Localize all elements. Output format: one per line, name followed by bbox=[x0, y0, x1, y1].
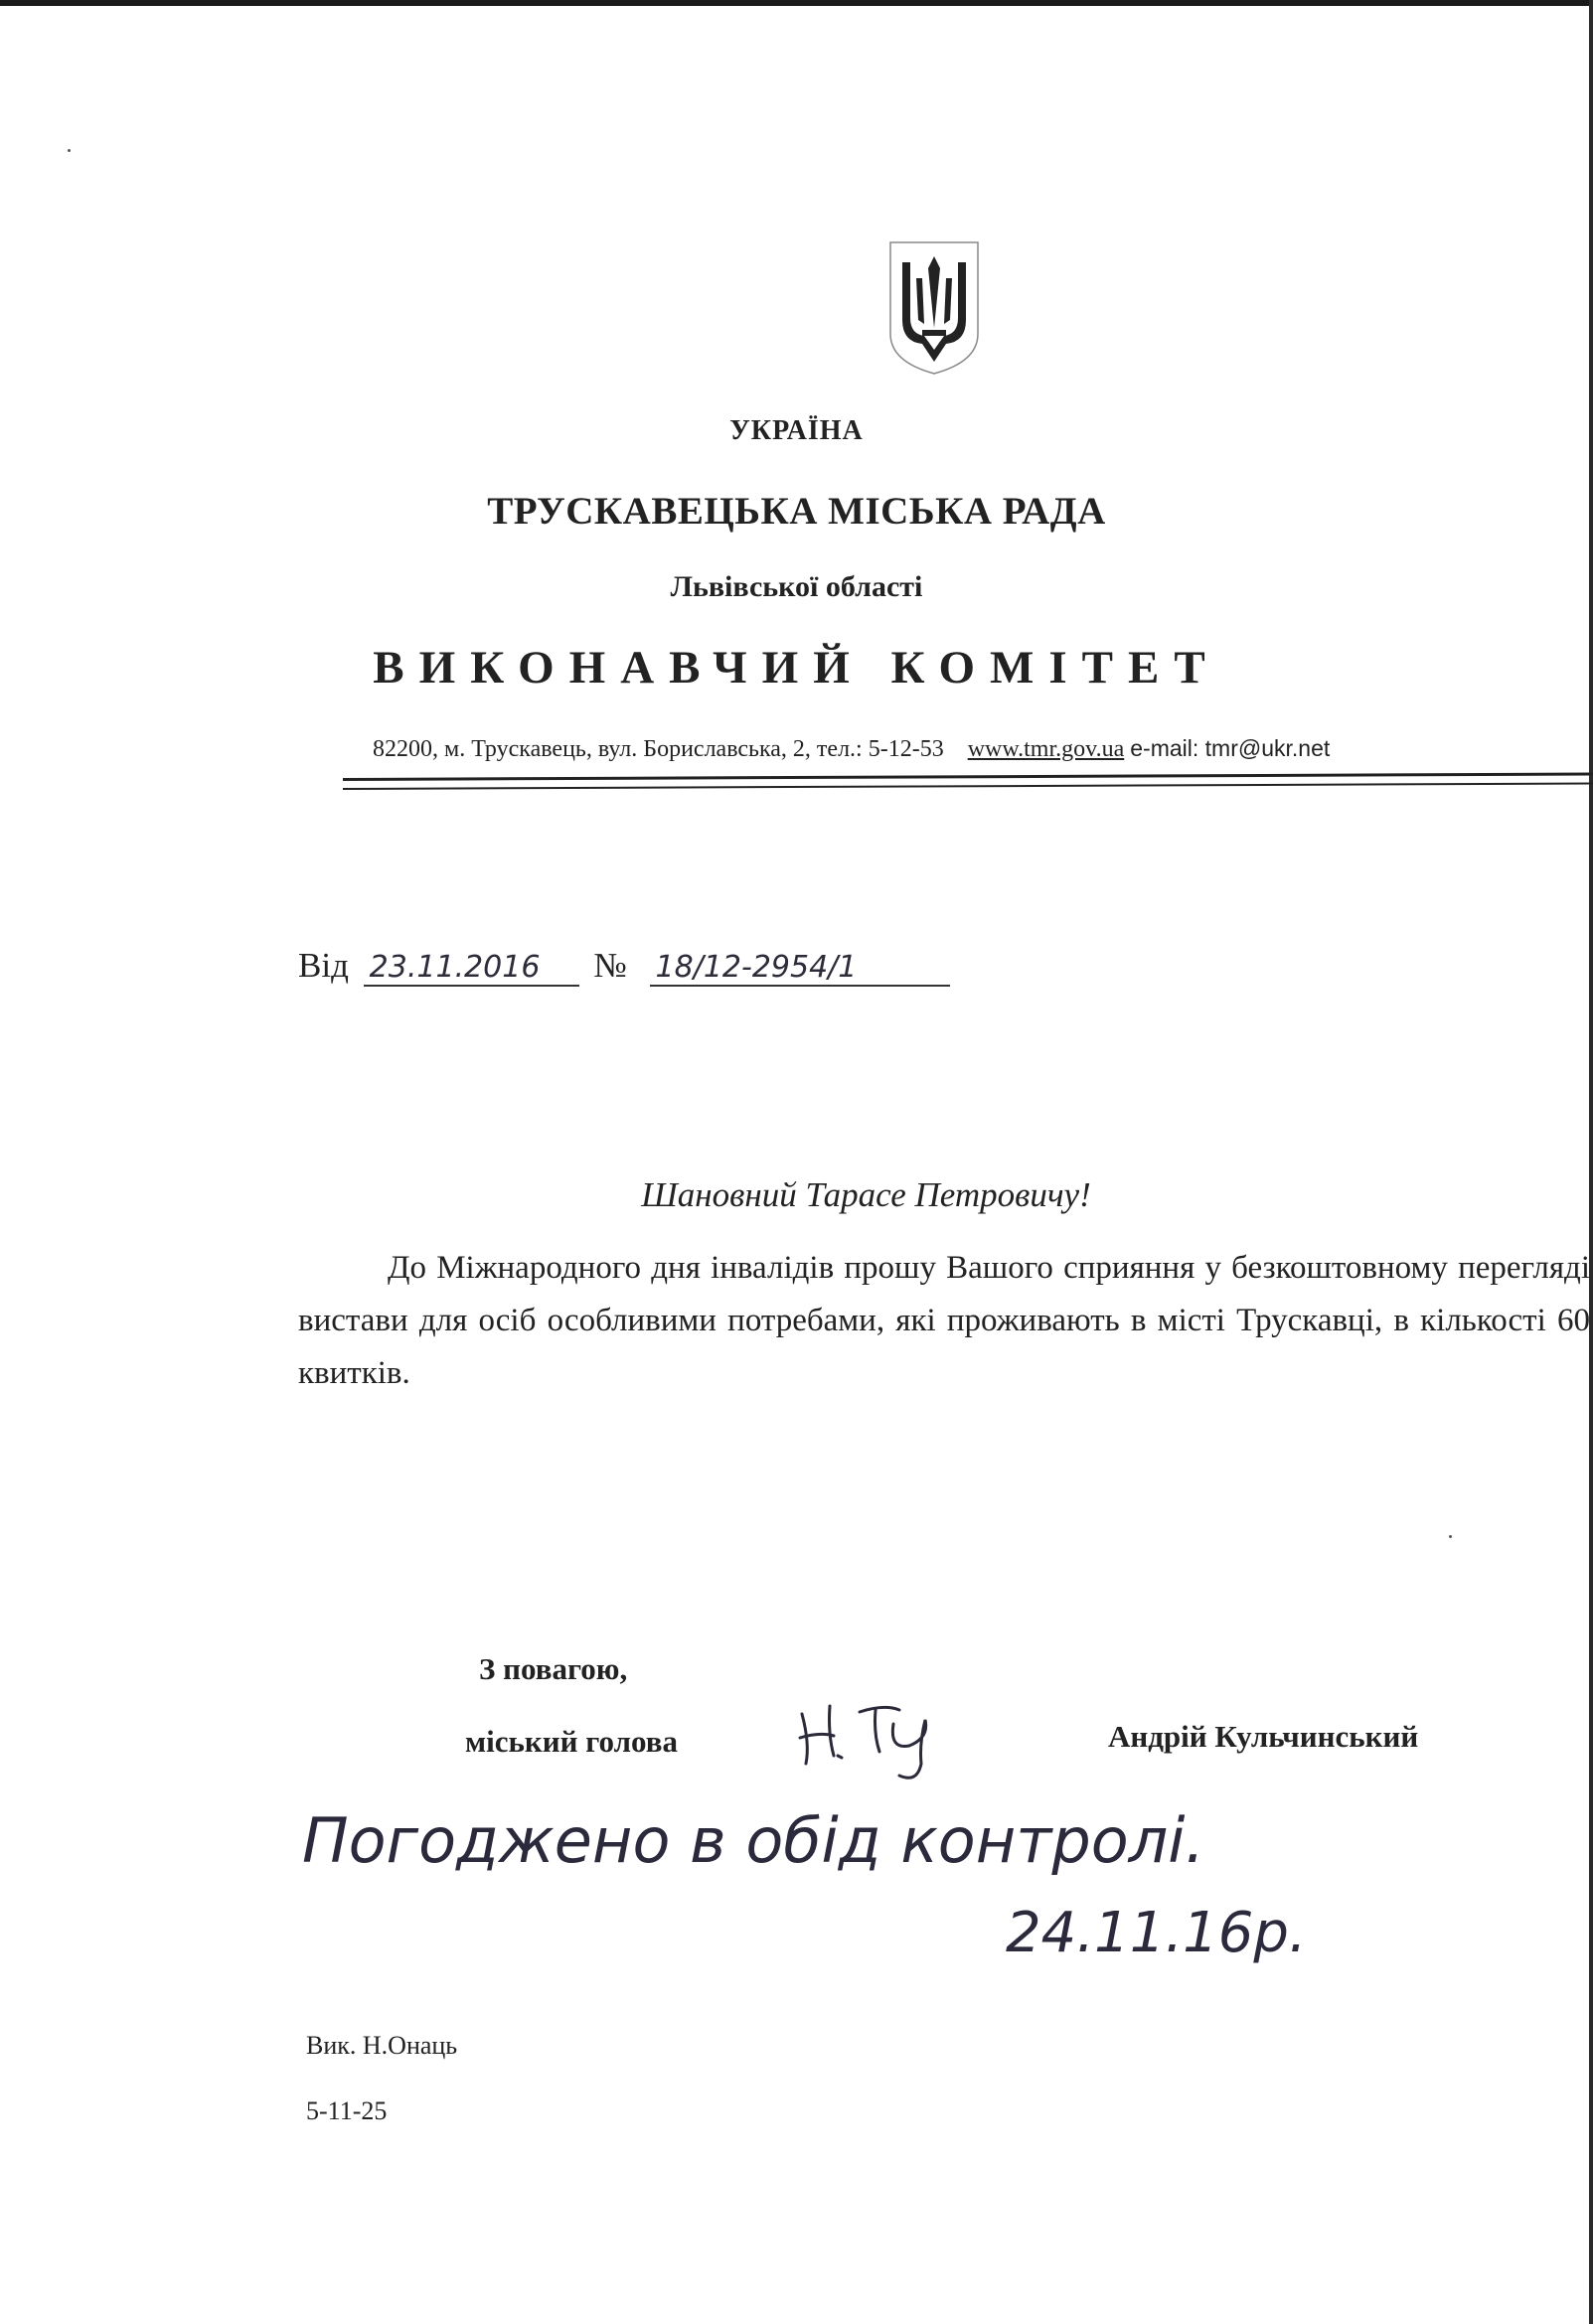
scan-edge-top bbox=[0, 0, 1593, 6]
reference-number: 18/12-2954/1 bbox=[650, 950, 950, 987]
executor-phone: 5-11-25 bbox=[306, 2096, 388, 2125]
reference-date: 23.11.2016 bbox=[364, 950, 579, 987]
letterhead-committee: ВИКОНАВЧИЙ КОМІТЕТ bbox=[373, 642, 1220, 694]
resolution-line-2: 24.11.16р. bbox=[1006, 1901, 1307, 1965]
letterhead-country: УКРАЇНА bbox=[729, 415, 864, 446]
closing-regards: З повагою, bbox=[479, 1651, 628, 1686]
executor-note: Вик. Н.Онаць bbox=[306, 2031, 458, 2060]
reference-line bbox=[298, 946, 950, 987]
scan-edge-right bbox=[1589, 0, 1593, 2324]
reference-number-label: № bbox=[593, 946, 627, 985]
resolution-line-1: Погоджено в обід контролі. bbox=[302, 1804, 1205, 1877]
letter-body: До Міжнародного дня інвалідів прошу Вашого сприяння у безкоштовному перегляді вистави для осіб особливими потребами, які проживають в місті Трускавці, в кількості 60 квитків. bbox=[298, 1250, 1590, 1391]
letterhead-email: e-mail: tmr@ukr.net bbox=[1130, 735, 1331, 761]
reference-from-label: Від bbox=[298, 946, 349, 985]
letterhead-rule bbox=[343, 783, 1593, 790]
signer-title: міський голова bbox=[465, 1724, 678, 1759]
coat-of-arms-icon bbox=[884, 238, 984, 378]
letterhead-address: 82200, м. Трускавець, вул. Бориславська, 2, тел.: 5-12-53 bbox=[373, 736, 944, 762]
letterhead-address-line bbox=[373, 735, 1330, 763]
scan-speck bbox=[1449, 1535, 1452, 1538]
scan-speck bbox=[68, 149, 71, 152]
letterhead-region: Львівської області bbox=[670, 570, 923, 603]
signer-name: Андрій Кульчинський bbox=[1108, 1719, 1419, 1754]
handwritten-resolution bbox=[298, 1800, 1491, 1969]
salutation: Шановний Тарасе Петровичу! bbox=[641, 1175, 1091, 1214]
handwritten-signature bbox=[790, 1694, 969, 1783]
letterhead-rule bbox=[343, 773, 1593, 781]
letterhead-website-link[interactable]: www.tmr.gov.ua bbox=[967, 736, 1125, 762]
letterhead-council: ТРУСКАВЕЦЬКА МІСЬКА РАДА bbox=[487, 490, 1106, 533]
